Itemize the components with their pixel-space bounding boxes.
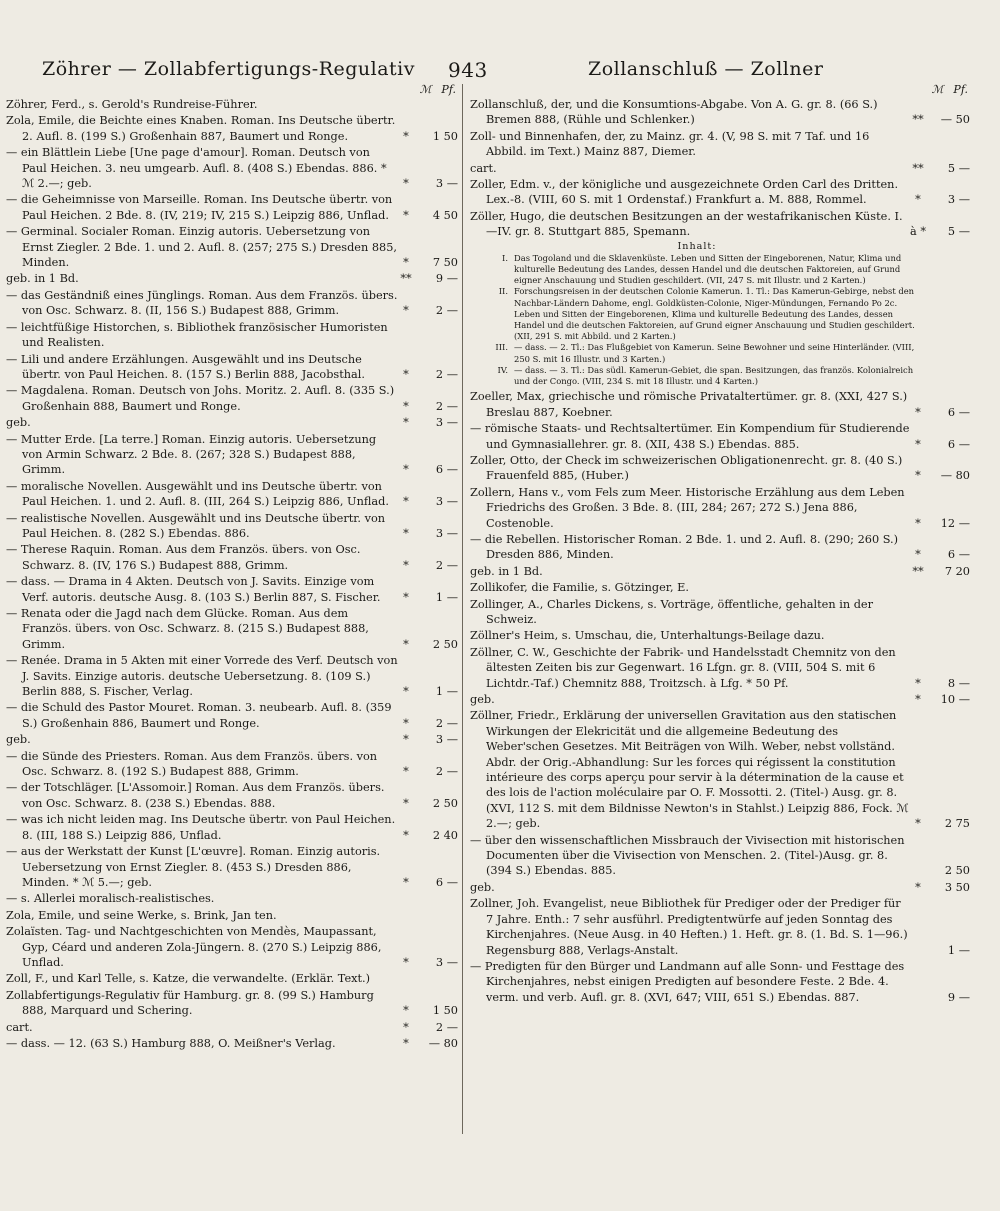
entry-text: Zola, Emile, die Beichte eines Knaben. Roman. Ins Deutsche übertr. 2. Aufl. 8. (199 S.) Großenhain 887, Baumert und Ronge.	[6, 114, 396, 143]
catalog-entry	[6, 320, 458, 351]
entry-text: — realistische Novellen. Ausgewählt und ins Deutsche übertr. von Paul Heichen. 8. (282 S.) Ebendas. 886.	[6, 511, 386, 540]
catalog-entry	[6, 606, 458, 652]
entry-price: — 80	[428, 1036, 458, 1050]
column-divider	[462, 84, 463, 1134]
entry-marker: *	[915, 880, 921, 894]
entry-text: geb. in 1 Bd.	[6, 272, 79, 286]
entry-text: — Mutter Erde. [La terre.] Roman. Einzig autoris. Uebersetzung von Armin Schwarz. 2 Bde. 8. (267; 328 S.) Budapest 888, Grimm.	[6, 432, 377, 477]
entry-price: 2 50	[432, 637, 458, 651]
entry-text: geb.	[6, 416, 31, 430]
entry-marker: *	[403, 1036, 409, 1050]
catalog-entry	[470, 209, 970, 240]
catalog-entry	[6, 352, 458, 383]
catalog-entry	[470, 389, 970, 420]
entry-price: 3 —	[435, 526, 458, 540]
entry-text: Zöllner's Heim, s. Umschau, die, Unterhaltungs-Beilage dazu.	[470, 629, 825, 643]
entry-text: — Predigten für den Bürger und Landmann auf alle Sonn- und Festtage des Kirchenjahres, nebst einigen Predigten auf besondere Feste. 2 Bde. 4. verm. und verb. Aufl. gr. 8. (XVI, 647; VIII, 651 S.) Ebendas. 887.	[470, 959, 905, 1004]
entry-price: 2 50	[432, 796, 458, 810]
entry-price: 9 —	[947, 990, 970, 1004]
entry-marker: **	[912, 564, 924, 578]
entry-text: cart.	[6, 1020, 33, 1034]
entry-marker: *	[403, 526, 409, 540]
entry-price: 6 —	[947, 437, 970, 451]
entry-price: 6 —	[947, 405, 970, 419]
entry-marker: à *	[910, 225, 926, 239]
catalog-entry	[6, 224, 458, 270]
entry-price: 1 50	[432, 1004, 458, 1018]
entry-text: — aus der Werkstatt der Kunst [L'œuvre]. Roman. Einzig autoris. Uebersetzung von Ernst Ziegler. 8. (453 S.) Dresden 886, Minden. * ℳ 5.—; geb.	[6, 845, 381, 889]
catalog-entry	[470, 453, 970, 484]
catalog-entry	[470, 959, 970, 1005]
catalog-entry	[6, 749, 458, 780]
mark-unit-label: ℳ	[931, 83, 944, 96]
entry-price: 7 50	[432, 256, 458, 270]
entry-text: Zoll- und Binnenhafen, der, zu Mainz. gr. 4. (V, 98 S. mit 7 Taf. und 16 Abbild. im Text.) Mainz 887, Diemer.	[470, 129, 870, 159]
entry-marker: *	[915, 193, 921, 207]
entry-text: Zolaïsten. Tag- und Nachtgeschichten von Mendès, Maupassant, Gyp, Céard und anderen Zola-Jüngern. 8. (270 S.) Leipzig 886, Unflad.	[6, 925, 382, 969]
entry-price: 7 20	[944, 564, 970, 578]
entry-marker: **	[400, 272, 412, 286]
entry-marker: *	[403, 1004, 409, 1018]
entry-price: 3 —	[947, 193, 970, 207]
entry-price: 5 —	[947, 225, 970, 239]
catalog-entry	[6, 988, 458, 1019]
entry-text: Zöller, Hugo, die deutschen Besitzungen an der westafrikanischen Küste. I.—IV. gr. 8. Stuttgart 885, Spemann.	[470, 209, 903, 239]
catalog-entry	[6, 192, 458, 223]
entry-text: geb.	[470, 880, 495, 894]
contents-item-number: III.	[495, 342, 508, 353]
catalog-entry	[6, 812, 458, 843]
entry-price: 1 50	[432, 129, 458, 143]
entry-text: Zollanschluß, der, und die Konsumtions-Abgabe. Von A. G. gr. 8. (66 S.) Bremen 888, (Rühle und Schlenker.)	[470, 98, 878, 127]
entry-price: 4 50	[432, 208, 458, 222]
entry-price: 3 —	[435, 733, 458, 747]
currency-header-right	[470, 82, 970, 97]
contents-item-text: — dass. — 3. Tl.: Das südl. Kamerun-Gebiet, die span. Besitzungen, das französ. Kolonialreich und der Congo. (VIII, 234 S. mit 18 Illustr. und 4 Karten.)	[514, 364, 914, 387]
catalog-entry	[470, 692, 970, 707]
catalog-entry	[6, 844, 458, 890]
entry-text: Zoller, Edm. v., der königliche und ausgezeichnete Orden Carl des Dritten. Lex.-8. (VIII, 60 S. mit 1 Ordenstaf.) Frankfurt a. M. 888, Rommel.	[470, 178, 899, 207]
entry-price: 2 40	[432, 828, 458, 842]
entry-text: — der Totschläger. [L'Assomoir.] Roman. Aus dem Französ. übers. von Osc. Schwarz. 8. (238 S.) Ebendas. 888.	[6, 781, 385, 810]
entry-marker: *	[403, 256, 409, 270]
catalog-entry	[6, 700, 458, 731]
entry-marker: *	[403, 1020, 409, 1034]
entry-marker: *	[915, 516, 921, 530]
mark-unit-label: ℳ	[419, 83, 432, 96]
entry-text: Zoll, F., und Karl Telle, s. Katze, die verwandelte. (Erklär. Text.)	[6, 972, 371, 986]
entry-text: geb. in 1 Bd.	[470, 564, 543, 578]
entry-price: 3 —	[435, 416, 458, 430]
right-entry-list-top	[470, 97, 970, 240]
entry-price: 5 —	[947, 161, 970, 175]
entry-text: — dass. — 12. (63 S.) Hamburg 888, O. Meißner's Verlag.	[6, 1036, 336, 1050]
entry-marker: *	[915, 693, 921, 707]
entry-price: 1 —	[435, 685, 458, 699]
entry-marker: *	[403, 495, 409, 509]
left-column	[6, 82, 458, 1052]
entry-text: — leichtfüßige Historchen, s. Bibliothek französischer Humoristen und Realisten.	[6, 320, 388, 350]
contents-items	[470, 253, 924, 387]
entry-text: Zoeller, Max, griechische und römische Privataltertümer. gr. 8. (XXI, 427 S.) Breslau 887, Koebner.	[470, 390, 908, 419]
contents-item-text: Das Togoland und die Sklavenküste. Leben und Sitten der Eingeborenen, Natur, Klima und kulturelle Bedeutung des Landes, dessen Handel und die deutschen Faktoreien, auf Grund eigner Anschauung und Studien geschildert. (VII, 247 S. mit Illustr. und 2 Karten.)	[514, 252, 902, 286]
entry-marker: *	[915, 469, 921, 483]
entry-text: Zoller, Otto, der Check im schweizerischen Obligationenrecht. gr. 8. (40 S.) Frauenfeld 885, (Huber.)	[470, 453, 903, 483]
catalog-entry	[470, 708, 970, 831]
catalog-entry	[470, 177, 970, 208]
contents-item-text: — dass. — 2. Tl.: Das Flußgebiet von Kamerun. Seine Bewohner und seine Hinterländer. (VIII, 250 S. mit 16 Illustr. und 3 Karten.)	[514, 342, 915, 364]
entry-marker: *	[403, 416, 409, 430]
entry-text: Zollinger, A., Charles Dickens, s. Vorträge, öffentliche, gehalten in der Schweiz.	[470, 597, 874, 626]
contents-item-number: I.	[502, 252, 508, 263]
pfennig-unit-label: Pf.	[441, 83, 456, 96]
entry-marker: *	[403, 129, 409, 143]
entry-price: 9 —	[435, 272, 458, 286]
entry-text: Zollabfertigungs-Regulativ für Hamburg. gr. 8. (99 S.) Hamburg 888, Marquard und Schering.	[6, 988, 374, 1018]
catalog-entry	[6, 511, 458, 542]
catalog-entry	[470, 532, 970, 563]
catalog-entry	[470, 161, 970, 176]
entry-price: 2 —	[435, 367, 458, 381]
entry-marker: *	[403, 796, 409, 810]
contents-item	[470, 253, 924, 287]
entry-marker: *	[403, 637, 409, 651]
catalog-entry	[470, 880, 970, 895]
catalog-entry	[470, 645, 970, 691]
catalog-entry	[470, 421, 970, 452]
entry-text: — die Sünde des Priesters. Roman. Aus dem Französ. übers. von Osc. Schwarz. 8. (192 S.) Budapest 888, Grimm.	[6, 749, 378, 779]
catalog-entry	[470, 97, 970, 128]
catalog-entry	[6, 653, 458, 699]
entry-price: 2 —	[435, 765, 458, 779]
pfennig-unit-label: Pf.	[953, 83, 968, 96]
entry-price: 6 —	[947, 548, 970, 562]
entry-price: 2 50	[944, 864, 970, 878]
entry-text: — was ich nicht leiden mag. Ins Deutsche übertr. von Paul Heichen. 8. (III, 188 S.) Leipzig 886, Unflad.	[6, 813, 396, 842]
entry-price: 6 —	[435, 875, 458, 889]
entry-text: — Renée. Drama in 5 Akten mit einer Vorrede des Verf. Deutsch von J. Savits. Einzige autoris. deutsche Uebersetzung. 8. (109 S.) Berlin 888, S. Fischer, Verlag.	[6, 654, 398, 699]
running-header-left: Zöhrer — Zollabfertigungs-Regulativ	[42, 58, 415, 80]
entry-marker: *	[403, 208, 409, 222]
entry-marker: *	[403, 733, 409, 747]
catalog-entry	[6, 891, 458, 906]
entry-price: 2 —	[435, 399, 458, 413]
contents-item-number: IV.	[497, 364, 508, 375]
entry-text: — über den wissenschaftlichen Missbrauch der Vivisection mit historischen Documenten über die Vivisection von Menschen. 2. (Titel-)Ausg. gr. 8. (394 S.) Ebendas. 885.	[470, 833, 905, 878]
catalog-entry	[470, 129, 970, 160]
entry-marker: *	[403, 399, 409, 413]
catalog-entry	[470, 597, 970, 628]
entry-text: Zollikofer, die Familie, s. Götzinger, E.	[470, 581, 689, 595]
entry-text: Zollner, Joh. Evangelist, neue Bibliothek für Prediger oder der Prediger für 7 Jahre. Enth.: 7 sehr ausführl. Predigtentwürfe auf jeden Sonntag des Kirchenjahres. (Neue Ausg. in 40 Heften.) 1. Heft. gr. 8. (1. Bd. S. 1—96.) Regensburg 888, Verlags-Anstalt.	[470, 897, 908, 957]
catalog-entry	[470, 580, 970, 595]
entry-text: Zollern, Hans v., vom Fels zum Meer. Historische Erzählung aus dem Leben Friedrichs des Großen. 3 Bde. 8. (III, 284; 267; 272 S.) Jena 886, Costenoble.	[470, 485, 905, 530]
entry-text: — Germinal. Socialer Roman. Einzig autoris. Uebersetzung von Ernst Ziegler. 2 Bde. 1. und 2. Aufl. 8. (257; 275 S.) Dresden 885, Minden.	[6, 225, 398, 270]
catalog-entry	[6, 145, 458, 191]
entry-text: geb.	[470, 693, 495, 707]
catalog-entry	[6, 574, 458, 605]
contents-item	[470, 365, 924, 387]
entry-text: — römische Staats- und Rechtsaltertümer. Ein Kompendium für Studierende und Gymnasiallehrer. gr. 8. (XII, 438 S.) Ebendas. 885.	[470, 422, 910, 451]
entry-price: 1 —	[947, 943, 970, 957]
entry-marker: *	[403, 367, 409, 381]
entry-marker: *	[403, 875, 409, 889]
entry-marker: *	[403, 765, 409, 779]
entry-price: 8 —	[947, 676, 970, 690]
entry-marker: *	[915, 548, 921, 562]
catalog-entry	[6, 271, 458, 286]
catalog-entry	[470, 485, 970, 531]
entry-text: — moralische Novellen. Ausgewählt und ins Deutsche übertr. von Paul Heichen. 1. und 2. Aufl. 8. (III, 264 S.) Leipzig 886, Unflad.	[6, 479, 389, 509]
catalog-entry	[6, 971, 458, 986]
catalog-entry	[470, 833, 970, 879]
entry-marker: *	[403, 177, 409, 191]
entry-marker: **	[912, 113, 924, 127]
entry-marker: *	[915, 437, 921, 451]
entry-text: — die Schuld des Pastor Mouret. Roman. 3. neubearb. Aufl. 8. (359 S.) Großenhain 886, Baumert und Ronge.	[6, 701, 392, 730]
entry-text: — die Rebellen. Historischer Roman. 2 Bde. 1. und 2. Aufl. 8. (290; 260 S.) Dresden 886, Minden.	[470, 532, 899, 562]
entry-price: 3 —	[435, 177, 458, 191]
entry-price: 2 —	[435, 558, 458, 572]
contents-block	[470, 241, 970, 388]
right-column	[470, 82, 970, 1006]
entry-text: — die Geheimnisse von Marseille. Roman. Ins Deutsche übertr. von Paul Heichen. 2 Bde. 8. (IV, 219; IV, 215 S.) Leipzig 886, Unflad.	[6, 193, 393, 222]
entry-text: Zöllner, C. W., Geschichte der Fabrik- und Handelsstadt Chemnitz von den ältesten Zeiten bis zur Gegenwart. 16 Lfgn. gr. 8. (VIII, 504 S. mit 6 Lichtdr.-Taf.) Chemnitz 888, Troitzsch. à Lfg. * 50 Pf.	[470, 645, 896, 690]
entry-marker: *	[403, 558, 409, 572]
entry-text: Zöhrer, Ferd., s. Gerold's Rundreise-Führer.	[6, 98, 258, 111]
entry-marker: *	[403, 590, 409, 604]
catalog-entry	[6, 924, 458, 970]
entry-text: cart.	[470, 161, 497, 175]
entry-text: — ein Blättlein Liebe [Une page d'amour]. Roman. Deutsch von Paul Heichen. 3. neu umgearb. Aufl. 8. (408 S.) Ebendas. 886. * ℳ 2.—; geb.	[6, 146, 387, 191]
entry-marker: *	[403, 828, 409, 842]
contents-item	[470, 286, 924, 342]
entry-price: 3 —	[435, 495, 458, 509]
entry-text: — das Geständniß eines Jünglings. Roman. Aus dem Französ. übers. von Osc. Schwarz. 8. (II, 156 S.) Budapest 888, Grimm.	[6, 288, 398, 318]
entry-text: — Magdalena. Roman. Deutsch von Johs. Moritz. 2. Aufl. 8. (335 S.) Großenhain 888, Baumert und Ronge.	[6, 384, 395, 413]
entry-price: 2 —	[435, 1020, 458, 1034]
entry-marker: **	[912, 161, 924, 175]
entry-price: 2 —	[435, 304, 458, 318]
currency-header-left	[6, 82, 458, 97]
contents-item	[470, 342, 924, 364]
catalog-entry	[6, 732, 458, 747]
running-header-right: Zollanschluß — Zollner	[588, 58, 824, 80]
contents-item-number: II.	[498, 286, 508, 297]
entry-marker: *	[915, 405, 921, 419]
entry-price: 6 —	[435, 463, 458, 477]
catalog-entry	[470, 896, 970, 958]
catalog-entry	[6, 113, 458, 144]
entry-text: geb.	[6, 733, 31, 747]
entry-price: 2 75	[944, 817, 970, 831]
catalog-entry	[470, 628, 970, 643]
entry-price: 2 —	[435, 716, 458, 730]
left-entry-list	[6, 97, 458, 1051]
entry-marker: *	[403, 685, 409, 699]
entry-text: — Renata oder die Jagd nach dem Glücke. Roman. Aus dem Französ. übers. von Osc. Schwarz. 8. (215 S.) Budapest 888, Grimm.	[6, 607, 369, 651]
entry-price: 10 —	[940, 693, 970, 707]
entry-marker: *	[403, 304, 409, 318]
catalog-entry	[6, 1036, 458, 1051]
catalog-entry	[6, 542, 458, 573]
entry-text: — dass. — Drama in 4 Akten. Deutsch von J. Savits. Einzige vom Verf. autoris. deutsche Ausg. 8. (103 S.) Berlin 887, S. Fischer.	[6, 575, 381, 604]
entry-text: Zöllner, Friedr., Erklärung der universellen Gravitation aus den statischen Wirkungen der Elekricität und die allgemeine Bedeutung des Weber'schen Gesetzes. Mit Beiträgen von Wilh. Weber, nebst vollständ. Abdr. der Orig.-Abhandlung: Sur les forces qui régissent la constitution intérieure des corps aperçu pour servir à la détermination de la cause et des lois de l'action moléculaire par O. F. Mossotti. 2. (Titel-) Ausg. gr. 8. (XVI, 112 S. mit dem Bildnisse Newton's in Stahlst.) Leipzig 886, Fock. ℳ 2.—; geb.	[470, 709, 909, 831]
contents-item-text: Forschungsreisen in der deutschen Colonie Kamerun. 1. Tl.: Das Kamerun-Gebirge, nebst den Nachbar-Ländern Dahome, engl. Goldküsten-Colonie, Niger-Mündungen, Fernando Po 2c. Leben und Sitten der Eingeborenen, Klima und kulturelle Bedeutung des Landes, dessen Handel und die deutschen Faktoreien, auf Grund eigner Anschauung und Studien geschildert. (XII, 291 S. mit Abbild. und 2 Karten.)	[514, 286, 915, 342]
entry-marker: *	[915, 817, 921, 831]
entry-text: — Lili und andere Erzählungen. Ausgewählt und ins Deutsche übertr. von Paul Heichen. 8. (157 S.) Berlin 888, Jacobsthal.	[6, 352, 365, 381]
entry-text: Zola, Emile, und seine Werke, s. Brink, Jan ten.	[6, 908, 277, 922]
page-number: 943	[448, 58, 488, 82]
catalog-entry	[6, 780, 458, 811]
entry-price: 3 —	[435, 955, 458, 969]
catalog-entry	[6, 432, 458, 478]
catalog-entry	[470, 564, 970, 579]
catalog-entry	[6, 288, 458, 319]
entry-marker: *	[403, 955, 409, 969]
contents-title: Inhalt:	[677, 240, 717, 252]
catalog-entry	[6, 908, 458, 923]
entry-text: — s. Allerlei moralisch-realistisches.	[6, 892, 215, 906]
entry-price: 3 50	[944, 880, 970, 894]
entry-price: — 80	[940, 469, 970, 483]
entry-marker: *	[403, 463, 409, 477]
entry-price: 12 —	[940, 516, 970, 530]
right-entry-list-bottom	[470, 389, 970, 1005]
entry-price: — 50	[940, 113, 970, 127]
entry-marker: *	[403, 716, 409, 730]
entry-text: — Therese Raquin. Roman. Aus dem Französ. übers. von Osc. Schwarz. 8. (IV, 176 S.) Budapest 888, Grimm.	[6, 543, 361, 572]
catalog-entry	[6, 1020, 458, 1035]
entry-marker: *	[915, 676, 921, 690]
entry-price: 1 —	[435, 590, 458, 604]
catalog-entry	[6, 415, 458, 430]
catalog-entry	[6, 97, 458, 112]
catalog-entry	[6, 479, 458, 510]
catalog-entry	[6, 383, 458, 414]
